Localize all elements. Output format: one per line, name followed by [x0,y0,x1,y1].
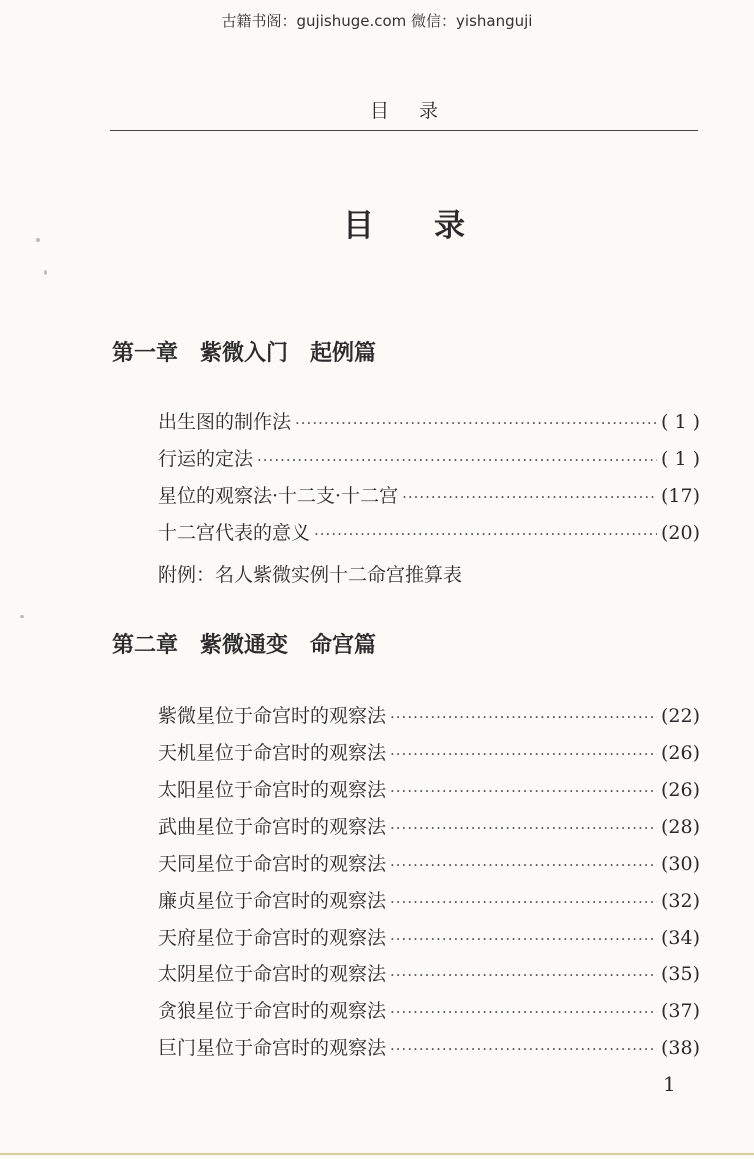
toc-entry-page: (37) [660,1000,700,1022]
toc-entry-title: 行运的定法 [158,448,254,470]
toc-entry-page: ( 1 ) [661,448,700,470]
dot-leader [390,893,657,911]
dot-leader [295,414,657,432]
toc-entry[interactable] [158,407,700,437]
toc-entry-page: (34) [660,927,700,949]
toc-entry-title: 星位的观察法·十二支·十二宫 [158,485,399,507]
toc-entry[interactable] [158,923,700,953]
paper-speck [36,238,40,242]
toc-entry-page: (32) [660,890,700,912]
toc-entry-title: 廉贞星位于命宫时的观察法 [158,890,387,912]
toc-entry[interactable] [158,886,700,916]
toc-entry-page: (26) [660,742,700,764]
bottom-border [0,1153,754,1155]
running-header: 目录 [369,100,468,122]
toc-entry[interactable] [158,518,700,548]
chapter-heading-1: 第一章 紫微入门 起例篇 [112,341,377,366]
dot-leader [390,930,657,948]
toc-entry[interactable] [158,849,700,879]
toc-entry[interactable] [158,560,700,590]
toc-entry-title: 紫微星位于命宫时的观察法 [158,705,387,727]
toc-entry-title: 天府星位于命宫时的观察法 [158,927,387,949]
header-rule [110,130,698,131]
page-number: 1 [663,1072,676,1096]
dot-leader [390,819,657,837]
toc-entry[interactable] [158,738,700,768]
toc-title: 目录 [343,208,525,244]
toc-entry-page: (35) [660,963,700,985]
dot-leader [390,966,657,984]
dot-leader [390,1003,657,1021]
paper-speck [20,615,24,618]
dot-leader [390,856,657,874]
toc-entry-title: 太阴星位于命宫时的观察法 [158,963,387,985]
toc-entry[interactable] [158,996,700,1026]
paper-speck [44,270,47,275]
toc-entry-title: 十二宫代表的意义 [158,522,311,544]
toc-entry-title: 天同星位于命宫时的观察法 [158,853,387,875]
toc-entry[interactable] [158,444,700,474]
toc-entry-page: (20) [660,522,700,544]
toc-entry-page: (26) [660,779,700,801]
toc-entry-title: 贪狼星位于命宫时的观察法 [158,1000,387,1022]
toc-entry[interactable] [158,701,700,731]
dot-leader [314,525,657,543]
toc-entry-title: 附例：名人紫微实例十二命宫推算表 [158,564,463,586]
dot-leader [390,708,657,726]
toc-entry[interactable] [158,775,700,805]
dot-leader [257,451,657,469]
toc-entry-title: 出生图的制作法 [158,411,292,433]
dot-leader [402,488,657,506]
watermark-text: 古籍书阁：gujishuge.com 微信：yishanguji [221,12,533,30]
toc-entry[interactable] [158,959,700,989]
toc-entry-page: (28) [660,816,700,838]
toc-entry-page: (30) [660,853,700,875]
toc-entry-page: ( 1 ) [661,411,700,433]
toc-entry-page: (17) [660,485,700,507]
toc-entry[interactable] [158,1033,700,1063]
toc-entry[interactable] [158,481,700,511]
toc-entry-page: (22) [660,705,700,727]
dot-leader [390,782,657,800]
toc-entry-title: 天机星位于命宫时的观察法 [158,742,387,764]
toc-entry-page: (38) [660,1037,700,1059]
toc-entry[interactable] [158,812,700,842]
toc-entry-title: 太阳星位于命宫时的观察法 [158,779,387,801]
chapter-heading-2: 第二章 紫微通变 命宫篇 [112,633,377,658]
dot-leader [390,745,657,763]
toc-entry-title: 巨门星位于命宫时的观察法 [158,1037,387,1059]
toc-entry-title: 武曲星位于命宫时的观察法 [158,816,387,838]
dot-leader [390,1040,657,1058]
